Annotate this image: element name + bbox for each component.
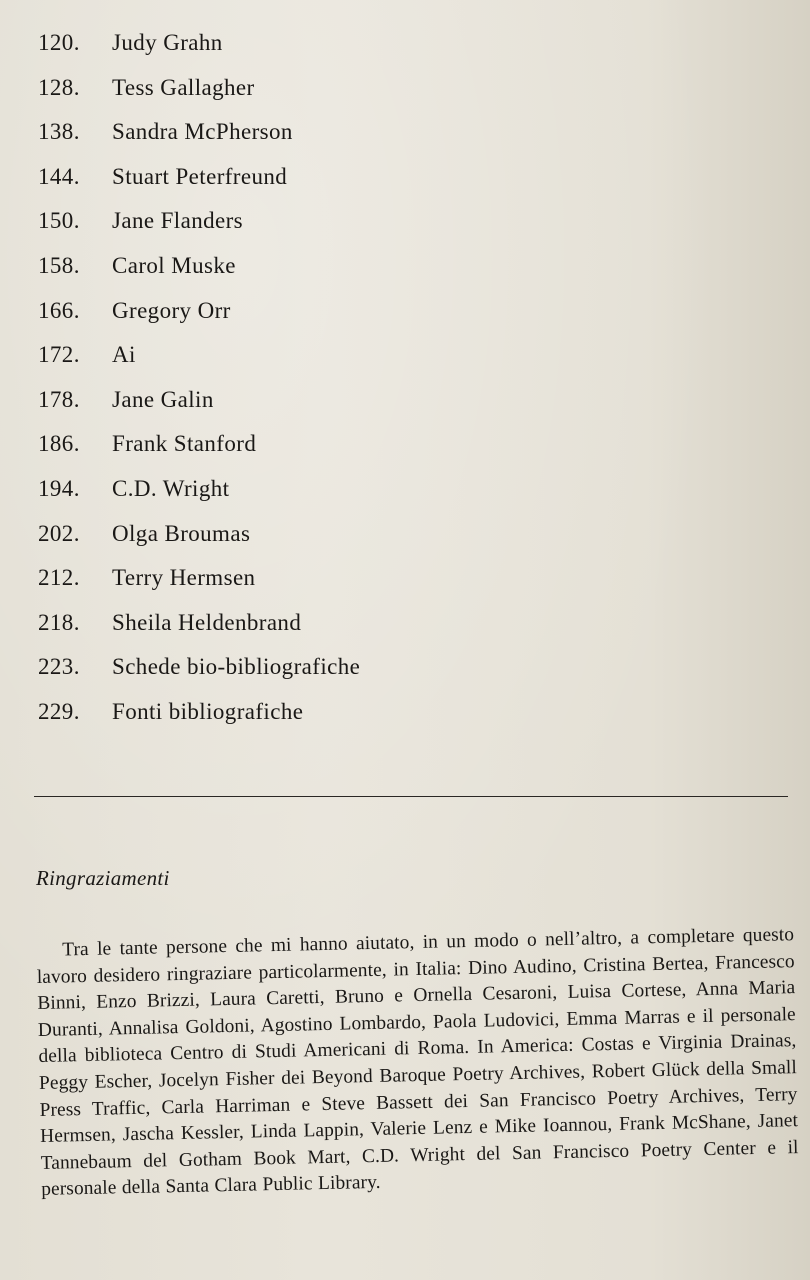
toc-entry (38, 30, 360, 75)
toc-entry-title: Sheila Heldenbrand (112, 609, 302, 635)
toc-entry (38, 565, 360, 610)
toc-entry (38, 208, 360, 253)
toc-page-number: 178. (38, 386, 80, 412)
toc-entry (38, 654, 360, 699)
toc-page-number: 223. (38, 654, 80, 680)
toc-entry (38, 476, 360, 521)
toc-entry (38, 431, 360, 476)
toc-entry-title: Stuart Peterfreund (112, 163, 288, 189)
toc-page-number: 202. (38, 520, 80, 546)
table-of-contents (38, 30, 360, 744)
toc-page-number: 138. (38, 119, 80, 145)
toc-page-number: 218. (38, 609, 80, 635)
toc-entry-title: Terry Hermsen (112, 565, 256, 591)
toc-page-number: 229. (38, 698, 80, 724)
toc-page-number: 212. (38, 565, 80, 591)
toc-entry-title: Ai (112, 342, 136, 368)
toc-entry (38, 119, 360, 164)
toc-entry-title: Frank Stanford (112, 431, 257, 457)
toc-entry-title: C.D. Wright (112, 475, 230, 501)
toc-page-number: 172. (38, 342, 80, 368)
toc-entry-title: Schede bio-bibliografiche (112, 654, 361, 680)
toc-entry (38, 75, 360, 120)
toc-page-number: 194. (38, 475, 80, 501)
toc-page-number: 166. (38, 297, 80, 323)
toc-page-number: 128. (38, 74, 80, 100)
toc-entry-title: Olga Broumas (112, 520, 251, 546)
toc-page-number: 120. (38, 30, 80, 55)
toc-entry (38, 342, 360, 387)
toc-entry (38, 298, 360, 343)
toc-entry (38, 699, 360, 744)
toc-page-number: 150. (38, 208, 80, 234)
toc-entry-title: Jane Galin (112, 386, 214, 412)
acknowledgements-heading: Ringraziamenti (36, 866, 170, 890)
toc-entry-title: Tess Gallagher (112, 74, 255, 100)
toc-entry-title: Carol Muske (112, 252, 236, 278)
toc-page-number: 158. (38, 252, 80, 278)
toc-entry (38, 387, 360, 432)
toc-page-number: 144. (38, 163, 80, 189)
toc-entry-title: Jane Flanders (112, 208, 244, 234)
toc-entry (38, 610, 360, 655)
toc-entry-title: Fonti bibliografiche (112, 698, 304, 724)
section-divider (34, 796, 788, 797)
toc-entry (38, 253, 360, 298)
toc-entry (38, 521, 360, 566)
toc-entry (38, 164, 360, 209)
toc-page-number: 186. (38, 431, 80, 457)
toc-entry-title: Gregory Orr (112, 297, 231, 323)
toc-entry-title: Sandra McPherson (112, 119, 293, 145)
toc-entry-title: Judy Grahn (112, 30, 223, 55)
acknowledgements-paragraph: Tra le tante persone che mi hanno aiutato, in un modo o nell’altro, a completare questo lavoro desidero ringraziare particolarmente, in Italia: Dino Audino, Cristina Bertea, Francesco Binni, Enzo Brizzi, Laura Caretti, Bruno e Ornella Cesaroni, Luisa Cortese, Anna Maria Duranti, Annalisa Goldoni, Agostino Lombardo, Paola Ludovici, Emma Marras e il personale della biblioteca Centro di Studi Americani di Roma. In America: Costas e Virginia Drainas, Peggy Escher, Jocelyn Fisher dei Beyond Baroque Poetry Archives, Robert Glück della Small Press Traffic, Carla Harriman e Steve Bassett dei San Francisco Poetry Archives, Terry Hermsen, Jascha Kessler, Linda Lappin, Valerie Lenz e Mike Ioannou, Frank McShane, Janet Tannebaum del Gotham Book Mart, C.D. Wright del San Francisco Poetry Center e il personale della Santa Clara Public Library. (36, 924, 799, 1201)
